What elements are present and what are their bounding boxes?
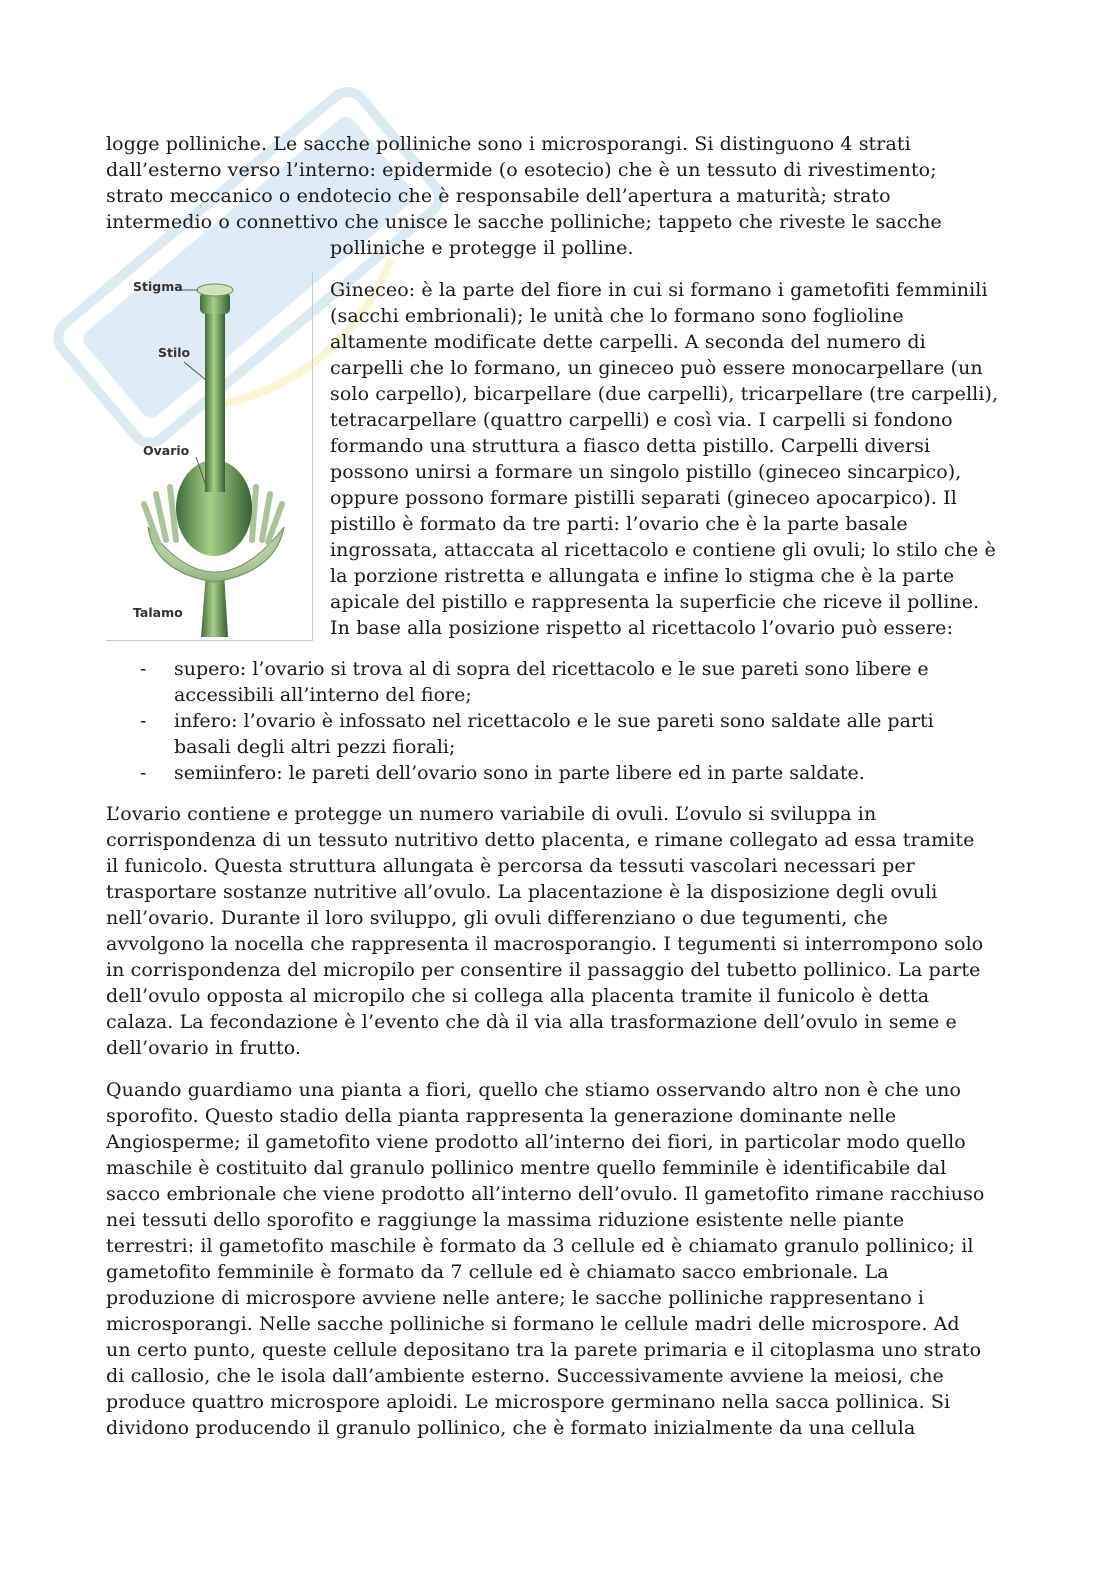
text-line: sacco embrionale che viene prodotto all’interno dell’ovulo. Il gametofito rimane racchiuso <box>106 1183 985 1205</box>
text-line: di callosio, che le isola dall’ambiente esterno. Successivamente avviene la meiosi, che <box>106 1365 944 1387</box>
text-line: apicale del pistillo e rappresenta la superficie che riceve il polline. <box>330 591 980 613</box>
list-item <box>106 760 1018 786</box>
text-line: ingrossata, attaccata al ricettacolo e contiene gli ovuli; lo stilo che è <box>330 539 996 561</box>
text-line: tetracarpellare (quattro carpelli) e così via. I carpelli si fondono <box>330 409 953 431</box>
text-line: Quando guardiamo una pianta a fiori, quello che stiamo osservando altro non è che uno <box>106 1079 962 1101</box>
text-line: produce quattro microspore aploidi. Le microspore germinano nella sacca pollinica. Si <box>106 1391 951 1413</box>
text-line: Angiosperme; il gametofito viene prodotto all’interno dei fiori, in particolar modo quello <box>106 1131 966 1153</box>
paragraph-ovario <box>106 801 1018 1061</box>
text-line: possono unirsi a formare un singolo pistillo (gineceo sincarpico), <box>330 461 962 483</box>
text-line: semiinfero: le pareti dell’ovario sono in parte libere ed in parte saldate. <box>174 762 865 784</box>
text-line: oppure possono formare pistilli separati (gineceo apocarpico). Il <box>330 487 957 509</box>
text-line: la porzione ristretta e allungata e infine lo stigma che è la parte <box>330 565 955 587</box>
label-stigma: Stigma <box>133 279 183 294</box>
list-item <box>106 708 1018 760</box>
text-line: basali degli altri pezzi fiorali; <box>174 736 456 758</box>
text-line: logge polliniche. Le sacche polliniche sono i microsporangi. Si distinguono 4 strati <box>106 133 911 155</box>
text-line: carpelli che lo formano, un gineceo può essere monocarpellare (un <box>330 357 983 379</box>
text-line: Gineceo: è la parte del fiore in cui si formano i gametofiti femminili <box>330 279 988 301</box>
text-line: strato meccanico o endotecio che è responsabile dell’apertura a maturità; strato <box>106 185 891 207</box>
text-line: altamente modificate dette carpelli. A seconda del numero di <box>330 331 926 353</box>
text-line: nell’ovario. Durante il loro sviluppo, gli ovuli differenziano o due tegumenti, che <box>106 907 888 929</box>
text-line: microsporangi. Nelle sacche polliniche si formano le cellule madri delle microspore. Ad <box>106 1313 960 1335</box>
text-line: avvolgono la nocella che rappresenta il macrosporangio. I tegumenti si interrompono solo <box>106 933 984 955</box>
text-line: terrestri: il gametofito maschile è formato da 3 cellule ed è chiamato granulo pollinico; il <box>106 1235 974 1257</box>
text-line: L’ovario contiene e protegge un numero variabile di ovuli. L’ovulo si sviluppa in <box>106 803 877 825</box>
text-line: il funicolo. Questa struttura allungata è percorsa da tessuti vascolari necessari per <box>106 855 915 877</box>
text-line: sporofito. Questo stadio della pianta rappresenta la generazione dominante nelle <box>106 1105 897 1127</box>
text-line: (sacchi embrionali); le unità che lo formano sono foglioline <box>330 305 904 327</box>
pistil-figure <box>106 272 313 641</box>
text-line: un certo punto, queste cellule depositano tra la parete primaria e il citoplasma uno strato <box>106 1339 982 1361</box>
text-line: intermedio o connettivo che unisce le sacche polliniche; tappeto che riveste le sacche <box>106 211 942 233</box>
text-line: calaza. La fecondazione è l’evento che dà il via alla trasformazione dell’ovulo in seme e <box>106 1011 957 1033</box>
bullet-marker: - <box>140 658 147 680</box>
bullet-marker: - <box>140 710 147 732</box>
text-line: supero: l’ovario si trova al di sopra del ricettacolo e le sue pareti sono libere e <box>174 658 929 680</box>
label-ovario: Ovario <box>143 443 190 458</box>
text-line: produzione di microspore avviene nelle antere; le sacche polliniche rappresentano i <box>106 1287 925 1309</box>
paragraph-gineceo <box>330 277 1020 641</box>
text-line: solo carpello), bicarpellare (due carpelli), tricarpellare (tre carpelli), <box>330 383 999 405</box>
text-line: polliniche e protegge il polline. <box>330 237 634 259</box>
text-line: In base alla posizione rispetto al ricettacolo l’ovario può essere: <box>330 617 953 639</box>
text-line: dell’ovulo opposta al micropilo che si collega alla placenta tramite il funicolo è detta <box>106 985 930 1007</box>
text-line: accessibili all’interno del fiore; <box>174 684 472 706</box>
label-stilo: Stilo <box>158 345 191 360</box>
pistil-illustration <box>106 272 312 640</box>
bullet-marker: - <box>140 762 147 784</box>
text-line: gametofito femminile è formato da 7 cellule ed è chiamato sacco embrionale. La <box>106 1261 889 1283</box>
label-talamo: Talamo <box>133 605 183 620</box>
text-line: dall’esterno verso l’interno: epidermide (o esotecio) che è un tessuto di rivestimento; <box>106 159 937 181</box>
text-line: corrispondenza di un tessuto nutritivo detto placenta, e rimane collegato ad essa tramite <box>106 829 975 851</box>
text-line: trasportare sostanze nutritive all’ovulo. La placentazione è la disposizione degli ovuli <box>106 881 938 903</box>
text-line: nei tessuti dello sporofito e raggiunge la massima riduzione esistente nelle piante <box>106 1209 905 1231</box>
text-line: maschile è costituito dal granulo pollinico mentre quello femminile è identificabile dal <box>106 1157 947 1179</box>
text-line: dell’ovario in frutto. <box>106 1037 302 1059</box>
text-line: infero: l’ovario è infossato nel ricettacolo e le sue pareti sono saldate alle parti <box>174 710 934 732</box>
paragraph-pianta <box>106 1077 1018 1441</box>
list-item <box>106 656 1018 708</box>
paragraph-intro <box>106 131 1018 261</box>
text-line: pistillo è formato da tre parti: l’ovario che è la parte basale <box>330 513 908 535</box>
text-line: dividono producendo il granulo pollinico, che è formato inizialmente da una cellula <box>106 1417 916 1439</box>
ovary-position-list <box>106 656 1018 786</box>
text-line: in corrispondenza del micropilo per consentire il passaggio del tubetto pollinico. La parte <box>106 959 981 981</box>
text-line: formando una struttura a fiasco detta pistillo. Carpelli diversi <box>330 435 931 457</box>
